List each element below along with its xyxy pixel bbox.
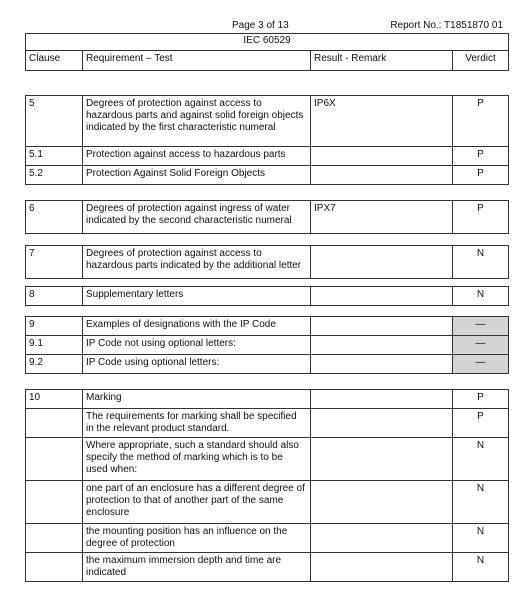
clause-cell: 9.1 — [26, 336, 83, 355]
result-cell — [311, 355, 453, 374]
verdict-cell: P — [453, 390, 509, 409]
clause-group-table — [25, 316, 509, 374]
clause-cell: 5.1 — [26, 147, 83, 166]
requirement-cell: one part of an enclosure has a different degree of protection to that of another part of the same enclosure — [83, 481, 311, 524]
clause-cell — [26, 409, 83, 438]
clause-cell: 6 — [26, 201, 83, 234]
table-row — [26, 524, 509, 553]
clause-group-table — [25, 245, 509, 279]
clause-cell — [26, 481, 83, 524]
clause-group-table — [25, 200, 509, 234]
table-row — [26, 287, 509, 306]
verdict-cell: P — [453, 147, 509, 166]
result-cell: IPX7 — [311, 201, 453, 234]
requirement-cell: Protection Against Solid Foreign Objects — [83, 166, 311, 185]
clause-cell — [26, 553, 83, 582]
table-row — [26, 246, 509, 279]
clause-group-table — [25, 389, 509, 582]
verdict-cell: N — [453, 287, 509, 306]
clause-cell: 7 — [26, 246, 83, 279]
requirement-cell: IP Code using optional letters: — [83, 355, 311, 374]
standard-title: IEC 60529 — [26, 34, 509, 51]
result-cell — [311, 553, 453, 582]
table-row — [26, 317, 509, 336]
requirement-cell: Degrees of protection against ingress of water indicated by the second characteristic numeral — [83, 201, 311, 234]
verdict-cell: — — [453, 317, 509, 336]
table-row — [26, 481, 509, 524]
requirement-cell: Where appropriate, such a standard should also specify the method of marking which is to be used when: — [83, 438, 311, 481]
page-top-line — [25, 20, 508, 32]
result-cell — [311, 481, 453, 524]
header-table — [25, 33, 509, 71]
requirement-cell: Protection against access to hazardous parts — [83, 147, 311, 166]
table-row — [26, 355, 509, 374]
result-cell — [311, 166, 453, 185]
column-header-result: Result - Remark — [311, 51, 453, 71]
clause-cell: 5 — [26, 96, 83, 147]
table-row — [26, 96, 509, 147]
clause-cell — [26, 524, 83, 553]
clause-group-table — [25, 95, 509, 185]
result-cell — [311, 317, 453, 336]
clause-cell — [26, 438, 83, 481]
verdict-cell: — — [453, 336, 509, 355]
requirement-cell: IP Code not using optional letters: — [83, 336, 311, 355]
column-header-verdict: Verdict — [453, 51, 509, 71]
clause-cell: 5.2 — [26, 166, 83, 185]
table-row — [26, 336, 509, 355]
verdict-cell: — — [453, 355, 509, 374]
clause-cell: 8 — [26, 287, 83, 306]
verdict-cell: N — [453, 553, 509, 582]
result-cell — [311, 147, 453, 166]
verdict-cell: N — [453, 481, 509, 524]
result-cell — [311, 246, 453, 279]
requirement-cell: the mounting position has an influence on the degree of protection — [83, 524, 311, 553]
verdict-cell: P — [453, 96, 509, 147]
verdict-cell: N — [453, 246, 509, 279]
requirement-cell: Degrees of protection against access to hazardous parts and against solid foreign objects indicated by the first characteristic numeral — [83, 96, 311, 147]
table-row — [26, 390, 509, 409]
result-cell: IP6X — [311, 96, 453, 147]
table-row — [26, 409, 509, 438]
result-cell — [311, 409, 453, 438]
requirement-cell: The requirements for marking shall be specified in the relevant product standard. — [83, 409, 311, 438]
table-row — [26, 166, 509, 185]
page-number: Page 3 of 13 — [232, 20, 289, 31]
clause-cell: 9 — [26, 317, 83, 336]
clause-cell: 9.2 — [26, 355, 83, 374]
table-row — [26, 201, 509, 234]
result-cell — [311, 336, 453, 355]
verdict-cell: P — [453, 201, 509, 234]
report-number: Report No.: T1851870 01 — [390, 20, 503, 31]
table-row — [26, 438, 509, 481]
column-header-clause: Clause — [26, 51, 83, 71]
requirement-cell: Degrees of protection against access to hazardous parts indicated by the additional letter — [83, 246, 311, 279]
requirement-cell: Examples of designations with the IP Code — [83, 317, 311, 336]
requirement-cell: Supplementary letters — [83, 287, 311, 306]
verdict-cell: N — [453, 438, 509, 481]
result-cell — [311, 438, 453, 481]
result-cell — [311, 390, 453, 409]
clause-cell: 10 — [26, 390, 83, 409]
verdict-cell: P — [453, 409, 509, 438]
clause-group-table — [25, 286, 509, 306]
verdict-cell: P — [453, 166, 509, 185]
verdict-cell: N — [453, 524, 509, 553]
result-cell — [311, 524, 453, 553]
table-row — [26, 553, 509, 582]
result-cell — [311, 287, 453, 306]
column-header-requirement: Requirement – Test — [83, 51, 311, 71]
requirement-cell: the maximum immersion depth and time are indicated — [83, 553, 311, 582]
requirement-cell: Marking — [83, 390, 311, 409]
table-row — [26, 147, 509, 166]
